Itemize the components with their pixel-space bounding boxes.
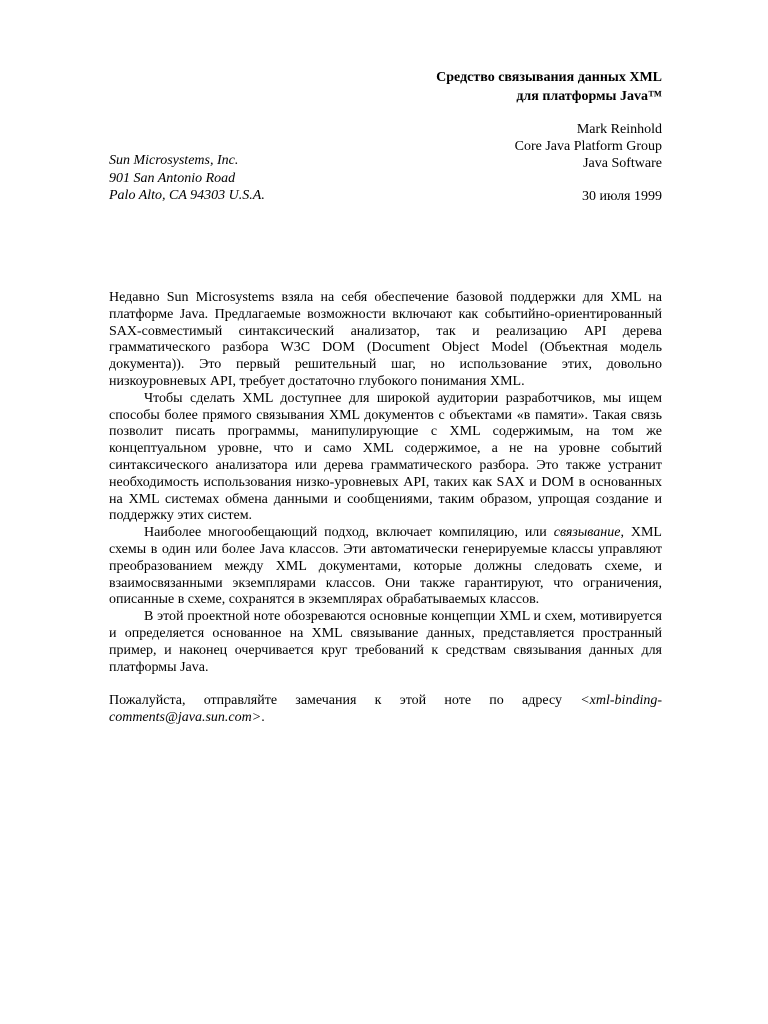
paragraph-4: В этой проектной ноте обозреваются основные концепции XML и схем, мотивируется и определяется основанное на XML связывание данных, представляется пространный пример, и наконец очерчивается круг требований к средствам связывания данных для платформы Java. bbox=[109, 609, 662, 675]
paragraph-2: Чтобы сделать XML доступнее для широкой аудитории разработчиков, мы ищем способы более прямого связывания XML документов с объектами «в памяти». Такая связь позволит писать программы, манипулирующие с XML содержимым, на том же концептуальном уровне, что и само XML содержимое, а не на уровне событий синтаксического анализатора или дерева грамматического разбора. Это также устранит необходимость использования низко-уровневых API, таких как SAX и DOM в основанных на XML системах обмена данными и сообщениями, таким образом, упрощая создание и поддержку этих систем. bbox=[109, 390, 662, 524]
paragraph-3-emphasis: связывание bbox=[553, 525, 621, 541]
document-body bbox=[109, 290, 662, 727]
paragraph-3-end: , XML схемы в один или более Java классов. Эти автоматически генерируемые классы управляют преобразованием между XML документами, которые должны следовать схеме, и взаимосвязанными экземплярами классов. Они также гарантируют, что ограничения, описанные в схеме, сохранятся в экземплярах обрабатываемых классов. bbox=[109, 525, 662, 608]
title-line-1: Средство связывания данных XML bbox=[436, 70, 662, 85]
closing-end: . bbox=[261, 710, 265, 726]
document-date: 30 июля 1999 bbox=[581, 189, 662, 204]
contact-email: <xml-binding-comments@java.sun.com> bbox=[109, 693, 662, 726]
company-address bbox=[109, 152, 265, 205]
paragraph-1: Недавно Sun Microsystems взяла на себя обеспечение базовой поддержки для XML на платформе Java. Предлагаемые возможности включают как событийно-ориентированный SAX-совместимый синтаксический анализатор, так и реализацию API дерева грамматического разбора W3C DOM (Document Object Model (Объектная модель документа)). Это первый решительный шаг, но использование этих, довольно низкоуровневых API, требует достаточно глубокого понимания XML. bbox=[109, 290, 662, 389]
company-street: 901 San Antonio Road bbox=[109, 170, 236, 186]
paragraph-3-start: Наиболее многообещающий подход, включает компиляцию, или bbox=[144, 525, 554, 541]
closing-paragraph bbox=[109, 693, 662, 727]
paragraph-3 bbox=[109, 525, 662, 609]
company-city: Palo Alto, CA 94303 U.S.A. bbox=[109, 188, 265, 203]
author-block bbox=[515, 121, 662, 172]
author-group: Core Java Platform Group bbox=[514, 139, 662, 154]
author-name: Mark Reinhold bbox=[576, 122, 662, 137]
title-line-2: для платформы Java™ bbox=[516, 89, 662, 104]
document-title bbox=[436, 68, 662, 106]
closing-text: Пожалуйста, отправляйте замечания к этой ноте по адресу bbox=[109, 693, 581, 709]
company-name: Sun Microsystems, Inc. bbox=[109, 153, 239, 168]
author-division: Java Software bbox=[583, 156, 662, 171]
